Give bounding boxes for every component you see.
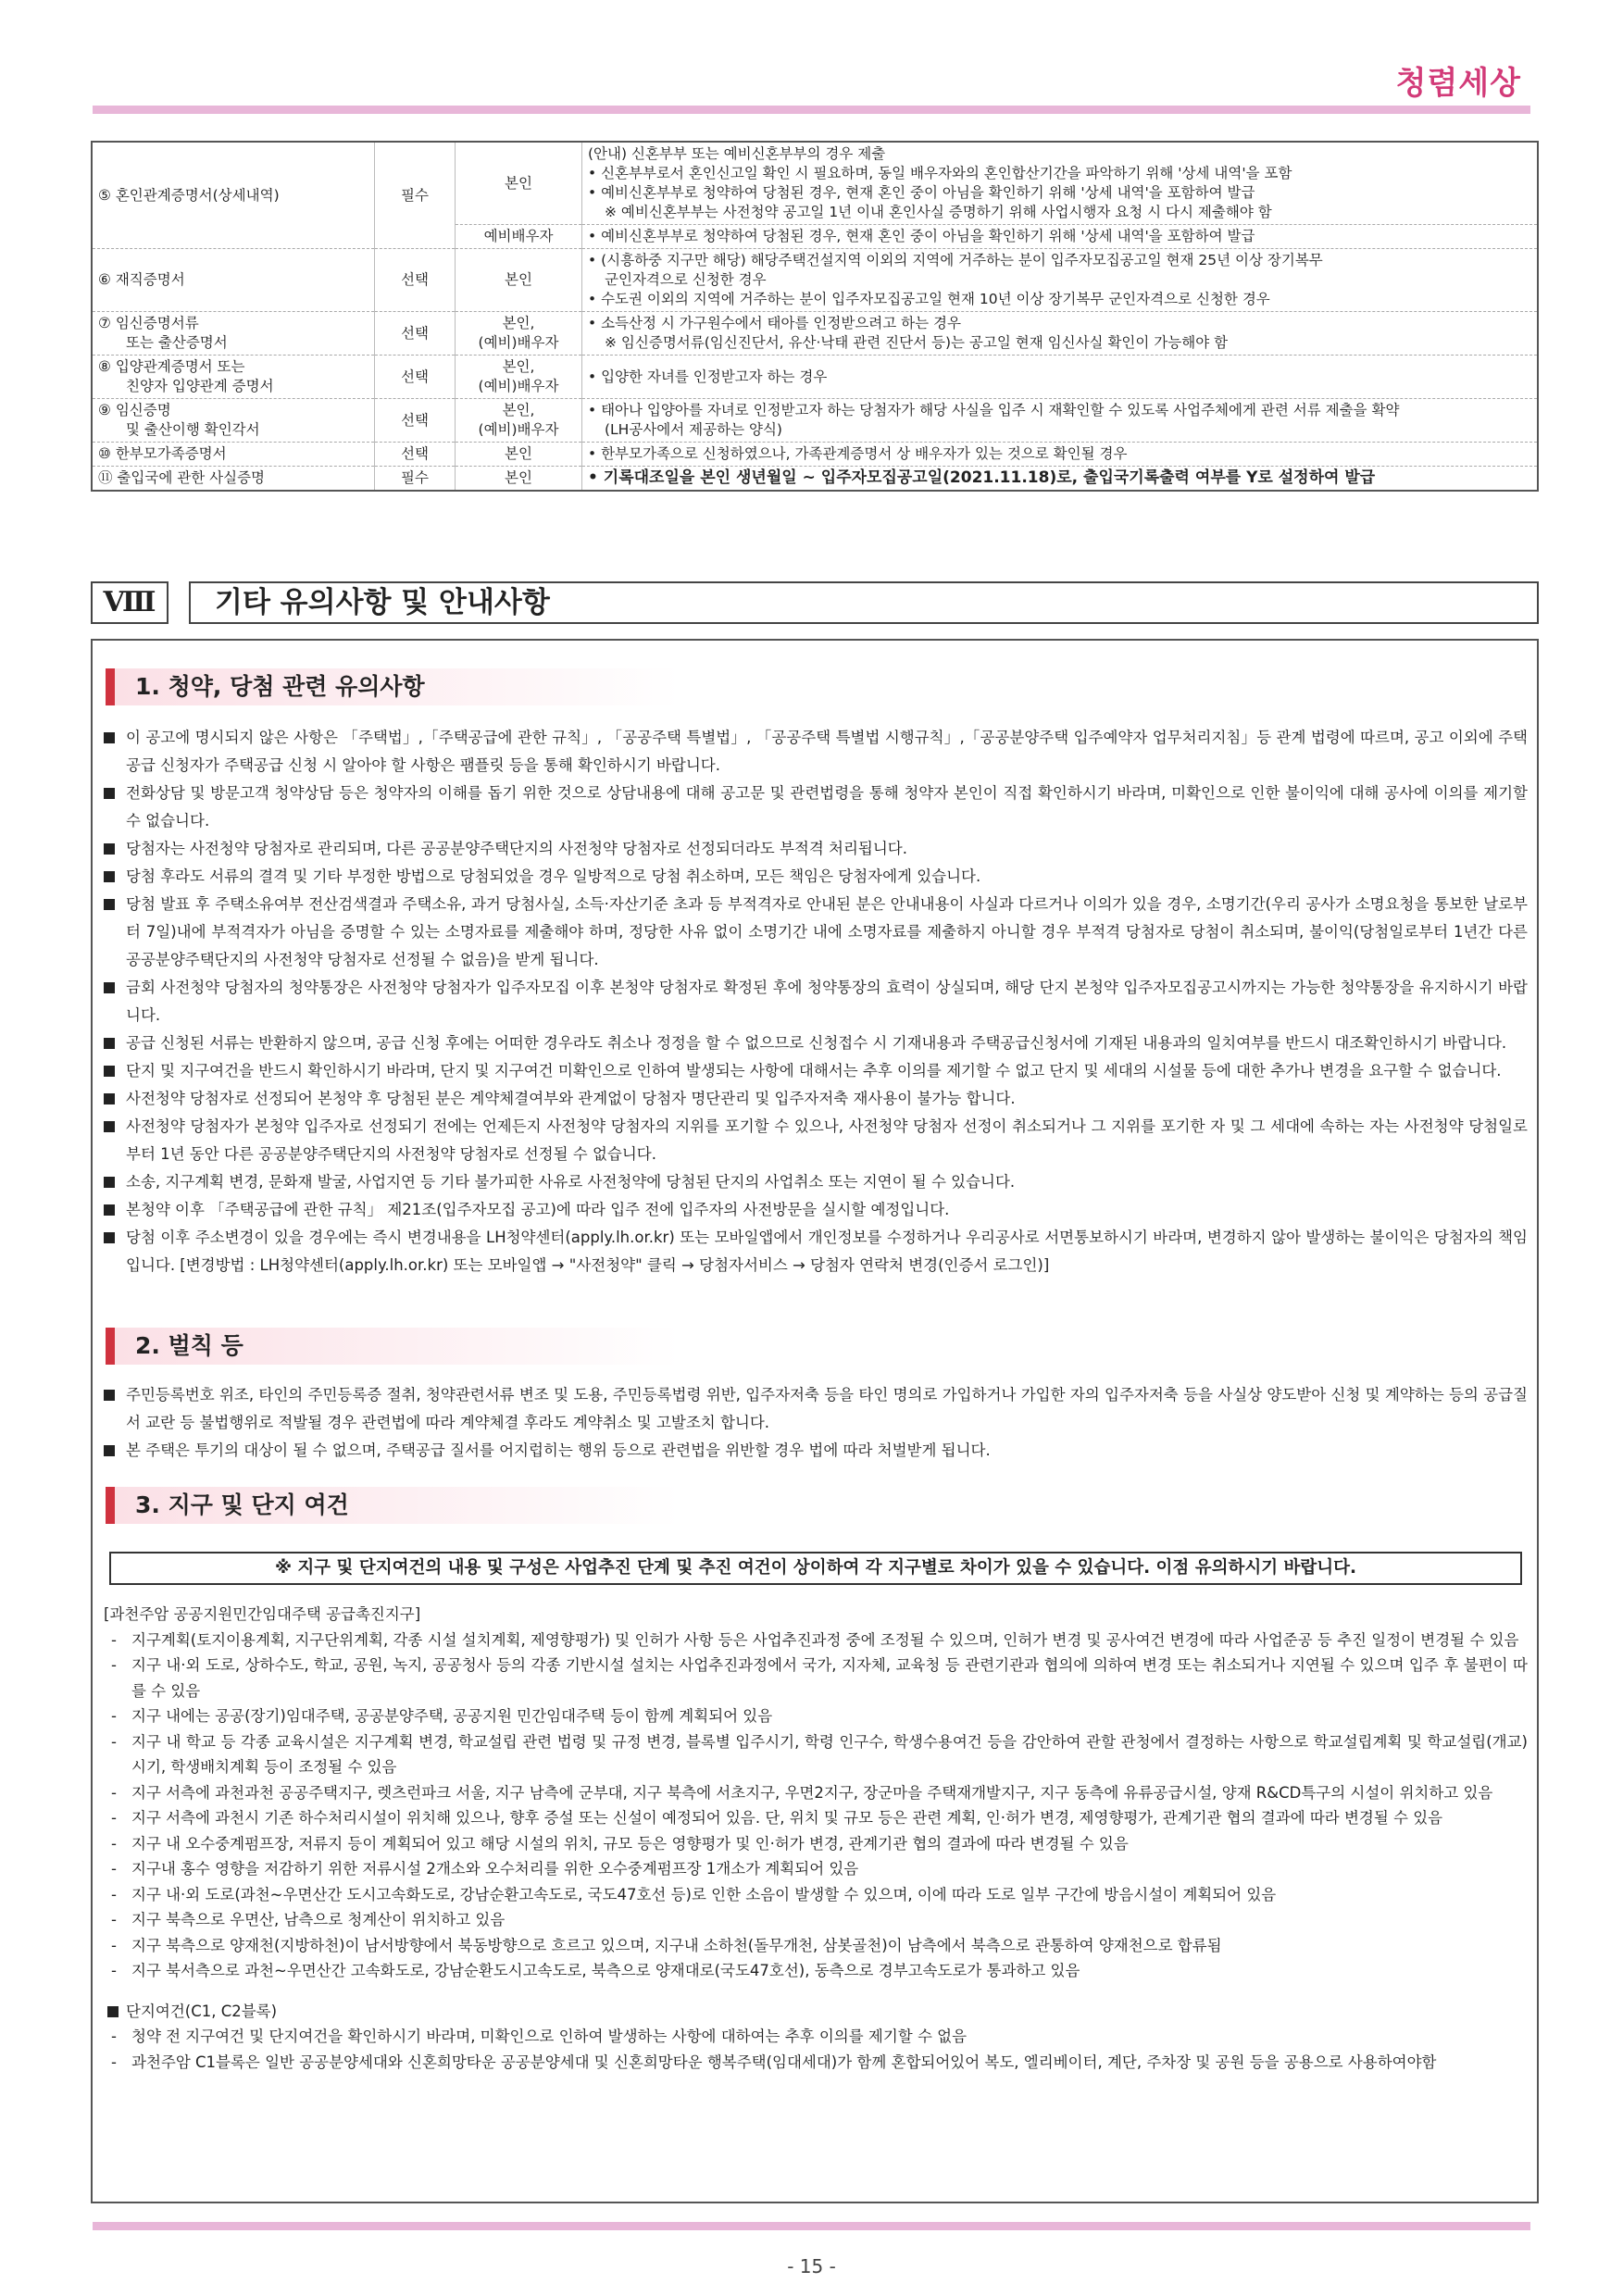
doc-name-line: 및 출산이행 확인각서 — [126, 421, 260, 438]
doc-note — [582, 467, 1538, 491]
doc-subject: 예비배우자 — [456, 225, 582, 249]
subsection-title: 3. 지구 및 단지 여건 — [135, 1491, 349, 1518]
list-item: - 지구 내·외 도로(과천~우면산간 도시고속화도로, 강남순환고속도로, 국도47호선 등)로 인한 소음이 발생할 수 있으며, 이에 따라 도로 일부 구간에 방음시설이 계획되어 있음 — [104, 1882, 1528, 1908]
note-line: ※ 임신증명서류(임신진단서, 유산·낙태 관련 진단서 등)는 공고일 현재 임신사실 확인이 가능해야 함 — [605, 334, 1229, 351]
note-line: • 예비신혼부부로 청약하여 당첨된 경우, 현재 혼인 중이 아님을 확인하기 위해 '상세 내역'을 포함하여 발급 — [588, 184, 1255, 201]
doc-name-line: ⑦ 임신증명서류 — [98, 315, 199, 331]
doc-name — [93, 312, 375, 356]
note-line: ※ 예비신혼부부는 사전청약 공고일 1년 이내 혼인사실 증명하기 위해 사업시행자 요청 시 다시 제출해야 함 — [605, 204, 1272, 220]
doc-subject: 본인 — [456, 143, 582, 225]
district-conditions — [104, 1602, 1528, 2075]
subsection-title: 1. 청약, 당첨 관련 유의사항 — [135, 673, 425, 700]
top-divider — [93, 106, 1530, 114]
list-item: - 지구 북측으로 양재천(지방하천)이 남서방향에서 북동방향으로 흐르고 있으며, 지구내 소하천(돌무개천, 삼봇골천)이 남측에서 북측으로 관통하여 양재천으로 합류됨 — [104, 1933, 1528, 1959]
list-item: 본 주택은 투기의 대상이 될 수 없으며, 주택공급 질서를 어지럽히는 행위 등으로 관련법을 위반할 경우 법에 따라 처벌받게 됩니다. — [104, 1437, 1528, 1465]
table-row — [93, 356, 1537, 399]
doc-subject: 본인 — [456, 249, 582, 312]
section-number: Ⅷ — [91, 581, 169, 624]
subsection-heading-2 — [106, 1328, 680, 1365]
list-item: - 지구 내 오수중계펌프장, 저류지 등이 계획되어 있고 해당 시설의 위치, 규모 등은 영향평가 및 인·허가 변경, 관계기관 협의 결과에 따라 변경될 수 있음 — [104, 1831, 1528, 1857]
notice-list-1 — [104, 724, 1528, 1279]
spacer — [104, 1984, 1528, 1999]
subject-line: 본인, — [502, 358, 535, 375]
doc-required: 필수 — [375, 143, 456, 249]
doc-note — [582, 143, 1538, 225]
doc-note — [582, 249, 1538, 312]
page-number: - 15 - — [787, 2255, 836, 2277]
doc-name-line: ⑨ 임신증명 — [98, 402, 171, 418]
doc-subject: 본인 — [456, 443, 582, 467]
list-item: 당첨 이후 주소변경이 있을 경우에는 즉시 변경내용을 LH청약센터(apply.lh.or.kr) 또는 모바일앱에서 개인정보를 수정하거나 우리공사로 서면통보하시기 바라며, 변경하지 않아 발생하는 불이익은 당첨자의 책임입니다. [변경방법 : LH청약센터(apply.lh.or.kr) 또는 모바일앱 → "사전청약" 클릭 → 당첨자서비스 → 당첨자 연락처 변경(인증서 로그인)] — [104, 1224, 1528, 1279]
doc-name-line: ⑧ 입양관계증명서 또는 — [98, 358, 245, 375]
list-item: 주민등록번호 위조, 타인의 주민등록증 절취, 청약관련서류 변조 및 도용, 주민등록법령 위반, 입주자저축 등을 타인 명의로 가입하거나 가입한 자의 입주자저축 등을 사실상 양도받아 신청 및 계약하는 등의 공급질서 교란 등 불법행위로 적발될 경우 관련법에 따라 계약체결 후라도 계약취소 및 고발조치 합니다. — [104, 1381, 1528, 1437]
note-line: 군인자격으로 신청한 경우 — [605, 271, 767, 288]
table-row — [93, 443, 1537, 467]
doc-subject — [456, 399, 582, 443]
list-item: - 청약 전 지구여건 및 단지여건을 확인하시기 바라며, 미확인으로 인하여 발생하는 사항에 대하여는 추후 이의를 제기할 수 없음 — [104, 2024, 1528, 2050]
content-box — [91, 639, 1539, 2203]
list-item: - 지구계획(토지이용계획, 지구단위계획, 각종 시설 설치계획, 제영향평가) 및 인허가 사항 등은 사업추진과정 중에 조정될 수 있으며, 인허가 변경 및 공사여건 변경에 따라 사업준공 등 추진 일정이 변경될 수 있음 — [104, 1628, 1528, 1653]
list-item: 사전청약 당첨자로 선정되어 본청약 후 당첨된 분은 계약체결여부와 관계없이 당첨자 명단관리 및 입주자저축 재사용이 불가능 합니다. — [104, 1085, 1528, 1113]
subject-line: (예비)배우자 — [478, 421, 559, 438]
list-item: - 과천주암 C1블록은 일반 공공분양세대와 신혼희망타운 공공분양세대 및 신혼희망타운 행복주택(임대세대)가 함께 혼합되어있어 복도, 엘리베이터, 계단, 주차장 및 공원 등을 공용으로 사용하여야함 — [104, 2050, 1528, 2076]
document-table — [91, 141, 1539, 492]
doc-name-line: 또는 출산증명서 — [126, 334, 228, 351]
district-title: [과천주암 공공지원민간임대주택 공급촉진지구] — [104, 1605, 421, 1623]
doc-required: 필수 — [375, 467, 456, 491]
doc-required: 선택 — [375, 399, 456, 443]
list-item: 소송, 지구계획 변경, 문화재 발굴, 사업지연 등 기타 불가피한 사유로 사전청약에 당첨된 단지의 사업취소 또는 지연이 될 수 있습니다. — [104, 1168, 1528, 1196]
list-item: 이 공고에 명시되지 않은 사항은 「주택법」,「주택공급에 관한 규칙」, 「공공주택 특별법」, 「공공주택 특별법 시행규칙」,「공공분양주택 입주예약자 업무처리지침」등 관계 법령에 따르며, 공고 이외에 주택공급 신청자가 주택공급 신청 시 알아야 할 사항은 팸플릿 등을 통해 확인하시기 바랍니다. — [104, 724, 1528, 780]
note-line: • 예비신혼부부로 청약하여 당첨된 경우, 현재 혼인 중이 아님을 확인하기 위해 '상세 내역'을 포함하여 발급 — [588, 228, 1255, 244]
logo-text: 청렴세상 — [1395, 65, 1521, 102]
note-line: • 신혼부부로서 혼인신고일 확인 시 필요하며, 동일 배우자와의 혼인합산기간을 파악하기 위해 '상세 내역'을 포함 — [588, 165, 1292, 181]
note-line: • 태아나 입양아를 자녀로 인정받고자 하는 당첨자가 해당 사실을 입주 시 재확인할 수 있도록 사업주체에게 관련 서류 제출을 확약 — [588, 402, 1400, 418]
doc-required: 선택 — [375, 249, 456, 312]
table-row — [93, 143, 1537, 225]
note-line: (안내) 신혼부부 또는 예비신혼부부의 경우 제출 — [588, 145, 886, 162]
doc-note — [582, 399, 1538, 443]
list-item: - 지구 북측으로 우면산, 남측으로 청계산이 위치하고 있음 — [104, 1907, 1528, 1933]
note-line: • 한부모가족으로 신청하였으나, 가족관계증명서 상 배우자가 있는 것으로 확인될 경우 — [588, 445, 1128, 462]
doc-name — [93, 356, 375, 399]
doc-name — [93, 399, 375, 443]
subject-line: (예비)배우자 — [478, 378, 559, 394]
list-item: - 지구내 홍수 영향을 저감하기 위한 저류시설 2개소와 오수처리를 위한 오수중계펌프장 1개소가 계획되어 있음 — [104, 1856, 1528, 1882]
list-item: 사전청약 당첨자가 본청약 입주자로 선정되기 전에는 언제든지 사전청약 당첨자의 지위를 포기할 수 있으나, 사전청약 당첨자 선정이 취소되거나 그 지위를 포기한 자 및 그 세대에 속하는 자는 사전청약 당첨일로부터 1년 동안 다른 공공분양주택단지의 사전청약 당첨자로 선정될 수 없습니다. — [104, 1113, 1528, 1168]
logo — [1396, 57, 1521, 103]
list-item: 공급 신청된 서류는 반환하지 않으며, 공급 신청 후에는 어떠한 경우라도 취소나 정정을 할 수 없으므로 신청접수 시 기재내용과 주택공급신청서에 기재된 내용과의 일치여부를 반드시 대조확인하시기 바랍니다. — [104, 1029, 1528, 1057]
doc-note — [582, 443, 1538, 467]
doc-required: 선택 — [375, 312, 456, 356]
subject-line: (예비)배우자 — [478, 334, 559, 351]
doc-name-line: 친양자 입양관계 증명서 — [126, 378, 274, 394]
table-row — [93, 467, 1537, 491]
note-line: • 소득산정 시 가구원수에서 태아를 인정받으려고 하는 경우 — [588, 315, 961, 331]
notice-box: ※ 지구 및 단지여건의 내용 및 구성은 사업추진 단계 및 추진 여건이 상이하여 각 지구별로 차이가 있을 수 있습니다. 이점 유의하시기 바랍니다. — [109, 1552, 1522, 1585]
list-item: 본청약 이후 「주택공급에 관한 규칙」 제21조(입주자모집 공고)에 따라 입주 전에 입주자의 사전방문을 실시할 예정입니다. — [104, 1196, 1528, 1224]
doc-name: ⑪ 출입국에 관한 사실증명 — [93, 467, 375, 491]
doc-subject: 본인 — [456, 467, 582, 491]
list-item: - 지구 서측에 과천과천 공공주택지구, 렛츠런파크 서울, 지구 남측에 군부대, 지구 북측에 서초지구, 우면2지구, 장군마을 주택재개발지구, 지구 동측에 유류공급시설, 양재 R&CD특구의 시설이 위치하고 있음 — [104, 1780, 1528, 1806]
list-item: - 지구 내 학교 등 각종 교육시설은 지구계획 변경, 학교설립 관련 법령 및 규정 변경, 블록별 입주시기, 학령 인구수, 학생수용여건 등을 감안하여 관할 관청에서 결정하는 사항으로 학교설립계획 및 학교설립(개교)시기, 학생배치계획 등이 조정될 수 있음 — [104, 1729, 1528, 1780]
note-line: • 기록대조일을 본인 생년월일 ~ 입주자모집공고일(2021.11.18)로, 출입국기록출력 여부를 Y로 설정하여 발급 — [588, 468, 1376, 487]
doc-note — [582, 312, 1538, 356]
list-item: - 지구 북서측으로 과천~우면산간 고속화도로, 강남순환도시고속도로, 북측으로 양재대로(국도47호선), 동측으로 경부고속도로가 통과하고 있음 — [104, 1958, 1528, 1984]
subject-line: 본인, — [502, 402, 535, 418]
list-item: 당첨 후라도 서류의 결격 및 기타 부정한 방법으로 당첨되었을 경우 일방적으로 당첨 취소하며, 모든 책임은 당첨자에게 있습니다. — [104, 863, 1528, 891]
list-item: 당첨자는 사전청약 당첨자로 관리되며, 다른 공공분양주택단지의 사전청약 당첨자로 선정되더라도 부적격 처리됩니다. — [104, 835, 1528, 863]
list-item: 당첨 발표 후 주택소유여부 전산검색결과 주택소유, 과거 당첨사실, 소득·자산기준 초과 등 부적격자로 안내된 분은 안내내용이 사실과 다르거나 이의가 있을 경우, 소명기간(우리 공사가 소명요청을 통보한 날로부터 7일)내에 부적격자가 아님을 증명할 수 있는 소명자료를 제출해야 하며, 정당한 사유 없이 소명기간 내에 소명자료를 제출하지 아니할 경우 부적격 당첨자로 당첨이 취소되며, 불이익(당첨일로부터 1년간 다른 공공분양주택단지의 사전청약 당첨자로 선정될 수 없음)을 받게 됩니다. — [104, 891, 1528, 974]
doc-name: ⑥ 재직증명서 — [93, 249, 375, 312]
table-row — [93, 312, 1537, 356]
list-item: - 지구 서측에 과천시 기존 하수처리시설이 위치해 있으나, 향후 증설 또는 신설이 예정되어 있음. 단, 위치 및 규모 등은 관련 계획, 인·허가 변경, 제영향평가, 관계기관 협의 결과에 따라 변경될 수 있음 — [104, 1805, 1528, 1831]
list-item: - 지구 내에는 공공(장기)임대주택, 공공분양주택, 공공지원 민간임대주택 등이 함께 계획되어 있음 — [104, 1703, 1528, 1729]
list-item: 단지 및 지구여건을 반드시 확인하시기 바라며, 단지 및 지구여건 미확인으로 인하여 발생되는 사항에 대해서는 추후 이의를 제기할 수 없고 단지 및 세대의 시설물 등에 대한 추가나 변경을 요구할 수 없습니다. — [104, 1057, 1528, 1085]
doc-subject — [456, 312, 582, 356]
subsection-heading-1 — [106, 668, 680, 705]
block-conditions-title: 단지여건(C1, C2블록) — [104, 1999, 1528, 2025]
note-line: • 입양한 자녀를 인정받고자 하는 경우 — [588, 368, 828, 385]
doc-name: ⑩ 한부모가족증명서 — [93, 443, 375, 467]
bottom-divider — [93, 2222, 1530, 2230]
table-row — [93, 399, 1537, 443]
section-header — [91, 581, 1539, 628]
doc-note — [582, 225, 1538, 249]
note-line: (LH공사에서 제공하는 양식) — [605, 421, 782, 438]
subsection-title: 2. 벌칙 등 — [135, 1332, 243, 1359]
list-item: 전화상담 및 방문고객 청약상담 등은 청약자의 이해를 돕기 위한 것으로 상담내용에 대해 공고문 및 관련법령을 통해 청약자 본인이 직접 확인하시기 바라며, 미확인으로 인한 불이익에 대해 공사에 이의를 제기할 수 없습니다. — [104, 780, 1528, 835]
table-row — [93, 249, 1537, 312]
doc-name: ⑤ 혼인관계증명서(상세내역) — [93, 143, 375, 249]
doc-required: 선택 — [375, 443, 456, 467]
doc-subject — [456, 356, 582, 399]
section-title: 기타 유의사항 및 안내사항 — [189, 581, 1539, 624]
subsection-heading-3 — [106, 1487, 680, 1524]
note-line: • 수도권 이외의 지역에 거주하는 분이 입주자모집공고일 현재 10년 이상 장기복무 군인자격으로 신청한 경우 — [588, 291, 1270, 307]
list-item: - 지구 내·외 도로, 상하수도, 학교, 공원, 녹지, 공공청사 등의 각종 기반시설 설치는 사업추진과정에서 국가, 지자체, 교육청 등 관련기관과 협의에 의하여 변경 또는 취소되거나 지연될 수 있으며 입주 후 불편이 따를 수 있음 — [104, 1653, 1528, 1703]
doc-note — [582, 356, 1538, 399]
notice-list-2 — [104, 1381, 1528, 1465]
list-item: 금회 사전청약 당첨자의 청약통장은 사전청약 당첨자가 입주자모집 이후 본청약 당첨자로 확정된 후에 청약통장의 효력이 상실되며, 해당 단지 본청약 입주자모집공고시까지는 가능한 청약통장을 유지하시기 바랍니다. — [104, 974, 1528, 1029]
doc-required: 선택 — [375, 356, 456, 399]
subject-line: 본인, — [502, 315, 535, 331]
note-line: • (시흥하중 지구만 해당) 해당주택건설지역 이외의 지역에 거주하는 분이 입주자모집공고일 현재 25년 이상 장기복무 — [588, 252, 1323, 268]
